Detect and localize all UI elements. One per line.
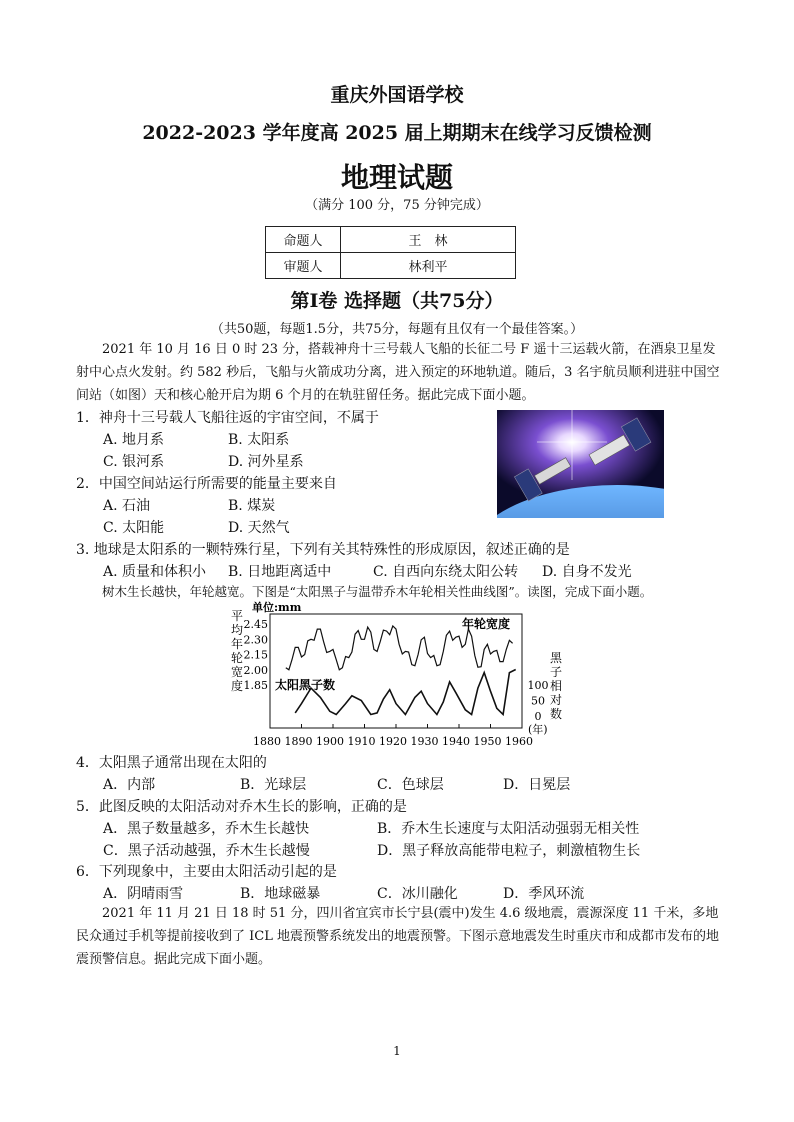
x-tick-label: 1940 [442, 735, 470, 748]
x-tick-label: 1930 [410, 735, 439, 748]
right-axis-label-char: 对 [549, 693, 563, 707]
right-tick-label: 0 [534, 710, 542, 723]
option-2d: D. 天然气 [228, 520, 290, 536]
sunspot-tree-ring-chart [222, 600, 572, 750]
staff-role: 命题人 [266, 227, 341, 253]
option-5b: B．乔木生长速度与太阳活动强弱无相关性 [377, 821, 640, 837]
exam-title: 2022-2023 学年度高 2025 届上期期末在线学习反馈检测 [142, 122, 652, 144]
left-tick-label: 2.30 [243, 633, 268, 647]
option-3a: A. 质量和体积小 [103, 564, 207, 580]
left-tick-label: 2.45 [243, 618, 268, 631]
left-axis-label [231, 609, 243, 693]
right-axis-label [550, 651, 563, 721]
school-name: 重庆外国语学校 [330, 84, 464, 106]
option-3c: C. 自西向东绕太阳公转 [373, 564, 519, 580]
sunspot-series-line [295, 670, 516, 715]
option-6d: D．季风环流 [503, 886, 585, 902]
x-tick-label: 1950 [473, 735, 502, 748]
option-6c: C．冰川融化 [377, 886, 458, 902]
staff-row [266, 253, 516, 279]
x-tick-label: 1920 [379, 735, 407, 748]
option-5c: C．黑子活动越强，乔木生长越慢 [103, 843, 310, 859]
option-1c: C. 银河系 [103, 454, 165, 470]
x-tick-label: 1890 [284, 735, 313, 748]
right-tick-label: 100 [527, 679, 549, 692]
option-4a: A．内部 [103, 777, 156, 793]
staff-role: 审题人 [266, 253, 341, 279]
space-station-photo [497, 410, 664, 518]
option-3b: B. 日地距离适中 [228, 564, 332, 580]
left-axis-label-char: 宽 [230, 665, 244, 679]
right-axis-label-char: 黑 [549, 651, 563, 665]
left-tick-label: 2.00 [243, 663, 268, 677]
section-title: 第Ⅰ卷 选择题（共75分） [290, 290, 504, 312]
section-note: （共50题，每题1.5分，共75分，每题有且仅有一个最佳答案。） [210, 322, 584, 337]
option-4b: B．光球层 [240, 777, 307, 793]
left-axis-label-char: 年 [230, 637, 244, 651]
left-axis-label-char: 平 [230, 609, 244, 623]
page-number: 1 [393, 1044, 401, 1058]
tree-ring-series-line [286, 626, 513, 670]
passage-earthquake: 2021 年 11 月 21 日 18 时 51 分，四川省宜宾市长宁县(震中)发生 4.6 级地震，震源深度 11 千米，多地民众通过手机等提前接收到了 ICL 地震预警系统发出的地震预警。下图示意地震发生时重庆市和成都市发布的地震预警信息。据此完成下面小题。 [76, 906, 719, 967]
question-1: 1．神舟十三号载人飞船往返的宇宙空间，不属于 [76, 410, 379, 426]
chart-unit-label: 单位:mm [252, 601, 302, 614]
passage-shenzhou: 2021 年 10 月 16 日 0 时 23 分，搭载神舟十三号载人飞船的长征二号 F 遥十三运载火箭，在酒泉卫星发射中心点火发射。约 582 秒后，飞船与火箭成功分离，进入预定的环地轨道。随后，3 名宇航员顺利进驻中国空间站（如图）天和核心舱开启为期 6 个月的在轨驻留任务。据此完成下面小题。 [76, 342, 720, 403]
option-2b: B. 煤炭 [228, 498, 276, 514]
staff-table [265, 226, 516, 279]
option-2a: A. 石油 [103, 498, 151, 514]
staff-row [266, 227, 516, 253]
right-axis-label-char: 数 [549, 707, 563, 721]
option-6b: B．地球磁暴 [240, 886, 321, 902]
question-6: 6．下列现象中，主要由太阳活动引起的是 [76, 864, 337, 880]
option-5d: D．黑子释放高能带电粒子，刺激植物生长 [377, 843, 641, 859]
option-6a: A．阴晴雨雪 [103, 886, 184, 902]
question-5: 5．此图反映的太阳活动对乔木生长的影响，正确的是 [76, 799, 407, 815]
tree-ring-legend: 年轮宽度 [462, 617, 511, 631]
x-tick-label: 1900 [316, 735, 344, 748]
right-tick-label: 50 [531, 694, 545, 708]
left-axis-label-char: 轮 [230, 651, 244, 665]
staff-person: 王 林 [341, 227, 516, 253]
option-1a: A. 地月系 [103, 432, 165, 448]
option-1d: D. 河外星系 [228, 454, 304, 470]
left-tick-label: 1.85 [243, 679, 268, 692]
left-axis-label-char: 均 [230, 623, 244, 637]
option-4d: D．日冕层 [503, 777, 571, 793]
option-4c: C．色球层 [377, 777, 444, 793]
x-tick-label: 1910 [347, 735, 376, 748]
option-1b: B. 太阳系 [228, 432, 290, 448]
x-unit-label: (年) [528, 723, 548, 736]
passage-tree-rings: 树木生长越快，年轮越宽。下图是“太阳黑子与温带乔木年轮相关性曲线图”。读图，完成下面小题。 [102, 584, 653, 599]
option-5a: A．黑子数量越多，乔木生长越快 [103, 821, 310, 837]
question-2: 2．中国空间站运行所需要的能量主要来自 [76, 476, 337, 492]
score-info: （满分 100 分，75 分钟完成） [305, 198, 489, 213]
x-tick-label: 1880 [253, 735, 281, 748]
sunspot-legend: 太阳黑子数 [275, 678, 336, 692]
left-axis-label-char: 度 [230, 679, 244, 693]
right-axis-label-char: 子 [549, 665, 563, 679]
option-3d: D. 自身不发光 [542, 564, 632, 580]
left-tick-label: 2.15 [243, 648, 268, 662]
right-axis-label-char: 相 [549, 679, 563, 693]
x-tick-label: 1960 [505, 735, 533, 748]
staff-person: 林利平 [341, 253, 516, 279]
subject-title: 地理试题 [340, 161, 453, 194]
option-2c: C. 太阳能 [103, 520, 165, 536]
question-3: 3. 地球是太阳系的一颗特殊行星，下列有关其特殊性的形成原因，叙述正确的是 [76, 542, 570, 558]
question-4: 4．太阳黑子通常出现在太阳的 [76, 755, 267, 771]
